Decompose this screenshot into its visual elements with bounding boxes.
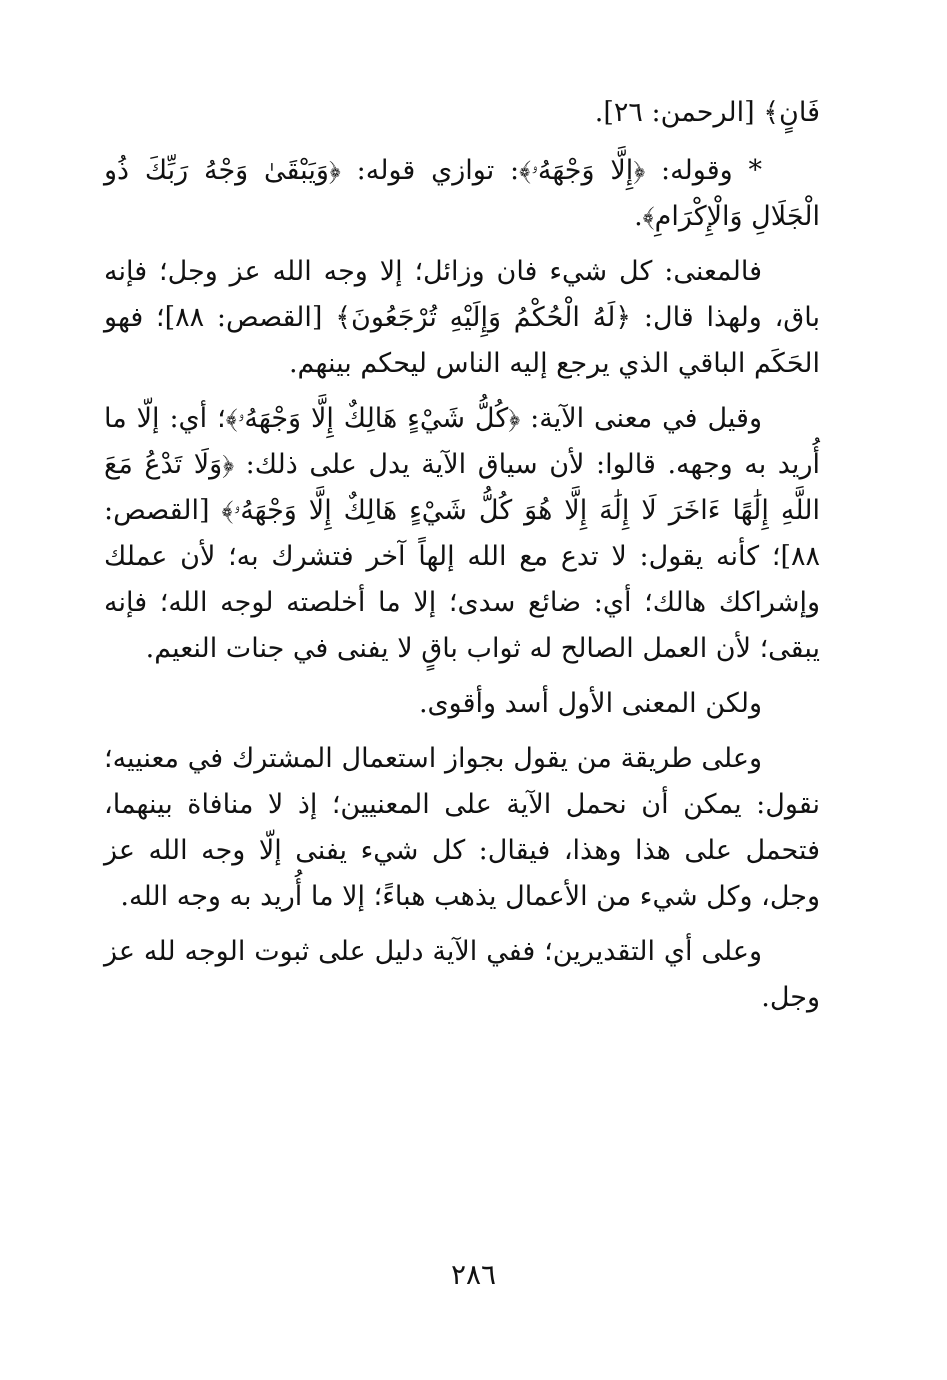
paragraph-3: فالمعنى: كل شيء فان وزائل؛ إلا وجه الله عز وجل؛ فإنه باق، ولهذا قال: ﴿لَهُ الْحُكْمُ وَإِلَيْهِ تُرْجَعُونَ﴾ [القصص: ٨٨]؛ فهو الحَكَم الباقي الذي يرجع إليه الناس ليحكم بينهم. <box>104 256 820 379</box>
paragraph-7: وعلى أي التقديرين؛ ففي الآية دليل على ثبوت الوجه لله عز وجل. <box>104 936 820 1013</box>
paragraph-6: وعلى طريقة من يقول بجواز استعمال المشترك في معنييه؛ نقول: يمكن أن نحمل الآية على المعنيين؛ إذ لا منافاة بينهما، فتحمل على هذا وهذا، فيقال: كل شيء يفنى إلّا وجه الله عز وجل، وكل شيء من الأعمال يذهب هباءً؛ إلا ما أُريد به وجه الله. <box>104 743 820 912</box>
page-body <box>104 90 820 1030</box>
paragraph-5: ولكن المعنى الأول أسد وأقوى. <box>418 688 762 719</box>
paragraph-2: * وقوله: ﴿إِلَّا وَجْهَهُۥ﴾: توازي قوله: ﴿وَيَبْقَىٰ وَجْهُ رَبِّكَ ذُو الْجَلَالِ وَالْإِكْرَامِ﴾. <box>104 155 820 232</box>
paragraph-4: وقيل في معنى الآية: ﴿كُلُّ شَيْءٍ هَالِكٌ إِلَّا وَجْهَهُۥ﴾؛ أي: إلّا ما أُريد به وجهه. قالوا: لأن سياق الآية يدل على ذلك: ﴿وَلَا تَدْعُ مَعَ اللَّهِ إِلَٰهًا ءَاخَرَ لَا إِلَٰهَ إِلَّا هُوَ كُلُّ شَيْءٍ هَالِكٌ إِلَّا وَجْهَهُۥ﴾ [القصص: ٨٨]؛ كأنه يقول: لا تدع مع الله إلهاً آخر فتشرك به؛ لأن عملك وإشراكك هالك؛ أي: ضائع سدى؛ إلا ما أخلصته لوجه الله؛ فإنه يبقى؛ لأن العمل الصالح له ثواب باقٍ لا يفنى في جنات النعيم. <box>104 403 820 664</box>
paragraph-1: فَانٍ﴾ [الرحمن: ٢٦]. <box>594 97 820 128</box>
page-number: ٢٨٦ <box>450 1258 497 1291</box>
